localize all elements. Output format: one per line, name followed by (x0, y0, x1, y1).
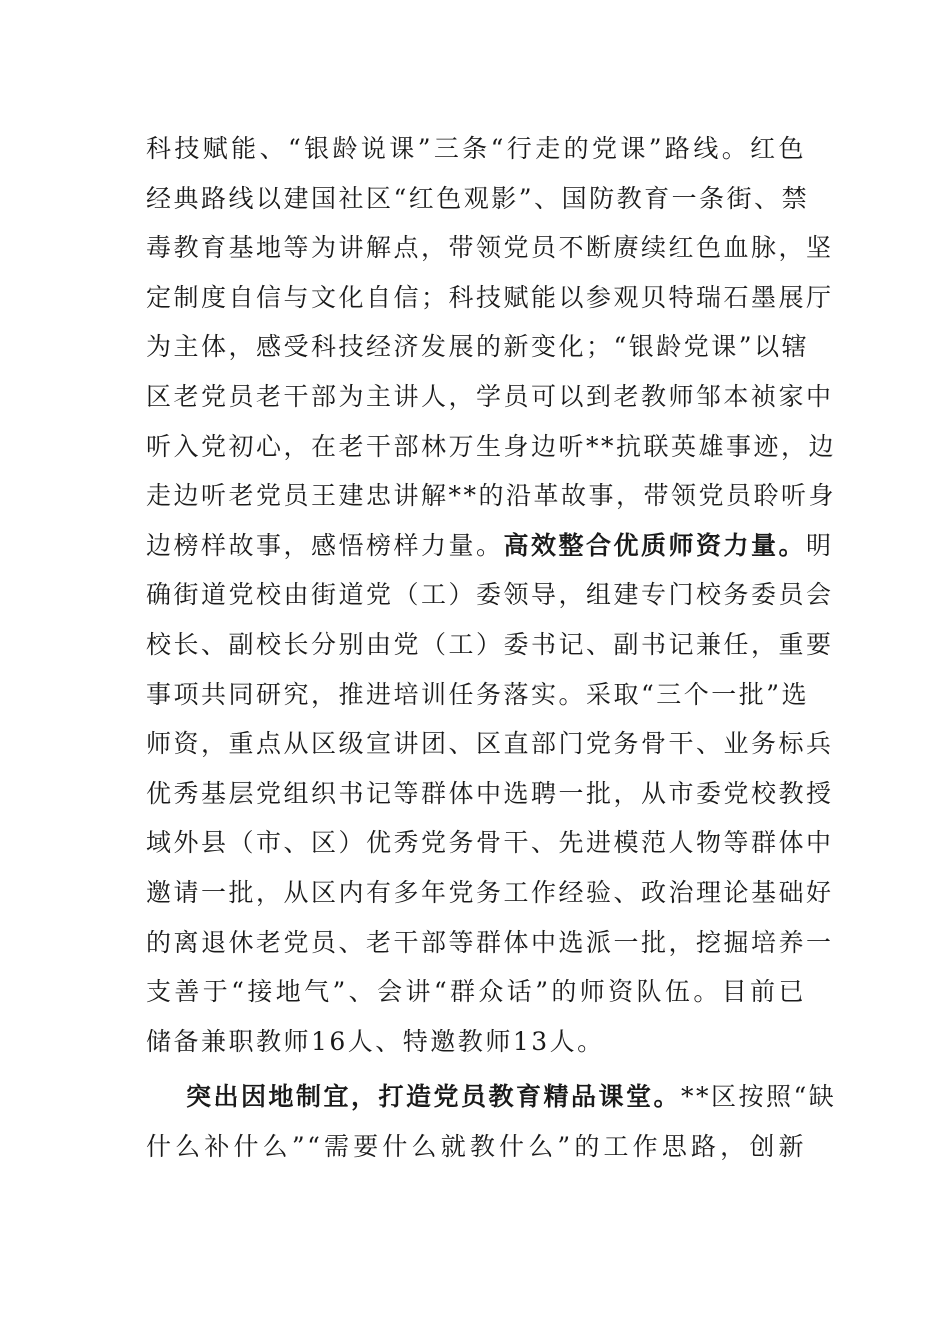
text-line: 优秀基层党组织书记等群体中选聘一批，从市委党校教授 (146, 778, 834, 808)
text-line: 毒教育基地等为讲解点，带领党员不断赓续红色血脉，坚 (146, 233, 834, 263)
bold-heading: 突出因地制宜，打造党员教育精品课堂。 (186, 1082, 682, 1112)
text-segment: 边榜样故事，感悟榜样力量。 (146, 530, 504, 560)
text-line: 为主体，感受科技经济发展的新变化；“银龄党课”以辖 (146, 332, 810, 362)
text-line: 域外县（市、区）优秀党务骨干、先进模范人物等群体中 (146, 828, 834, 858)
text-line: 经典路线以建国社区“红色观影”、国防教育一条街、禁 (146, 183, 810, 213)
text-line: 邀请一批，从区内有多年党务工作经验、政治理论基础好 (146, 877, 834, 907)
bold-subheading: 高效整合优质师资力量。 (503, 530, 807, 560)
text-line: 师资，重点从区级宣讲团、区直部门党务骨干、业务标兵 (146, 729, 834, 759)
text-line: 校长、副校长分别由党（工）委书记、副书记兼任，重要 (146, 629, 834, 659)
text-line: 的离退休老党员、老干部等群体中选派一批，挖掘培养一 (146, 927, 834, 957)
document-page (146, 124, 837, 1171)
text-line: 确街道党校由街道党（工）委领导，组建专门校务委员会 (146, 580, 834, 610)
paragraph-2 (146, 1072, 837, 1171)
text-line: 听入党初心，在老干部林万生身边听**抗联英雄事迹，边 (146, 431, 837, 461)
text-line: 区老党员老干部为主讲人，学员可以到老教师邹本祯家中 (146, 381, 834, 411)
text-line: 事项共同研究，推进培训任务落实。采取“三个一批”选 (146, 679, 810, 709)
text-line: 支善于“接地气”、会讲“群众话”的师资队伍。目前已 (146, 977, 806, 1007)
text-line: 定制度自信与文化自信；科技赋能以参观贝特瑞石墨展厅 (146, 282, 834, 312)
text-line-last: 储备兼职教师16人、特邀教师13人。 (146, 1026, 605, 1056)
text-line-mixed (146, 521, 834, 571)
text-line: 走边听老党员王建忠讲解**的沿革故事，带领党员聆听身 (146, 481, 837, 511)
text-line-mixed (146, 1072, 837, 1122)
text-line: 什么补什么”“需要什么就教什么”的工作思路，创新 (146, 1131, 806, 1161)
text-line: 科技赋能、“银龄说课”三条“行走的党课”路线。红色 (146, 134, 806, 163)
text-segment: 明 (806, 530, 834, 560)
text-segment: **区按照“缺 (681, 1082, 837, 1112)
paragraph-1 (146, 124, 837, 1066)
